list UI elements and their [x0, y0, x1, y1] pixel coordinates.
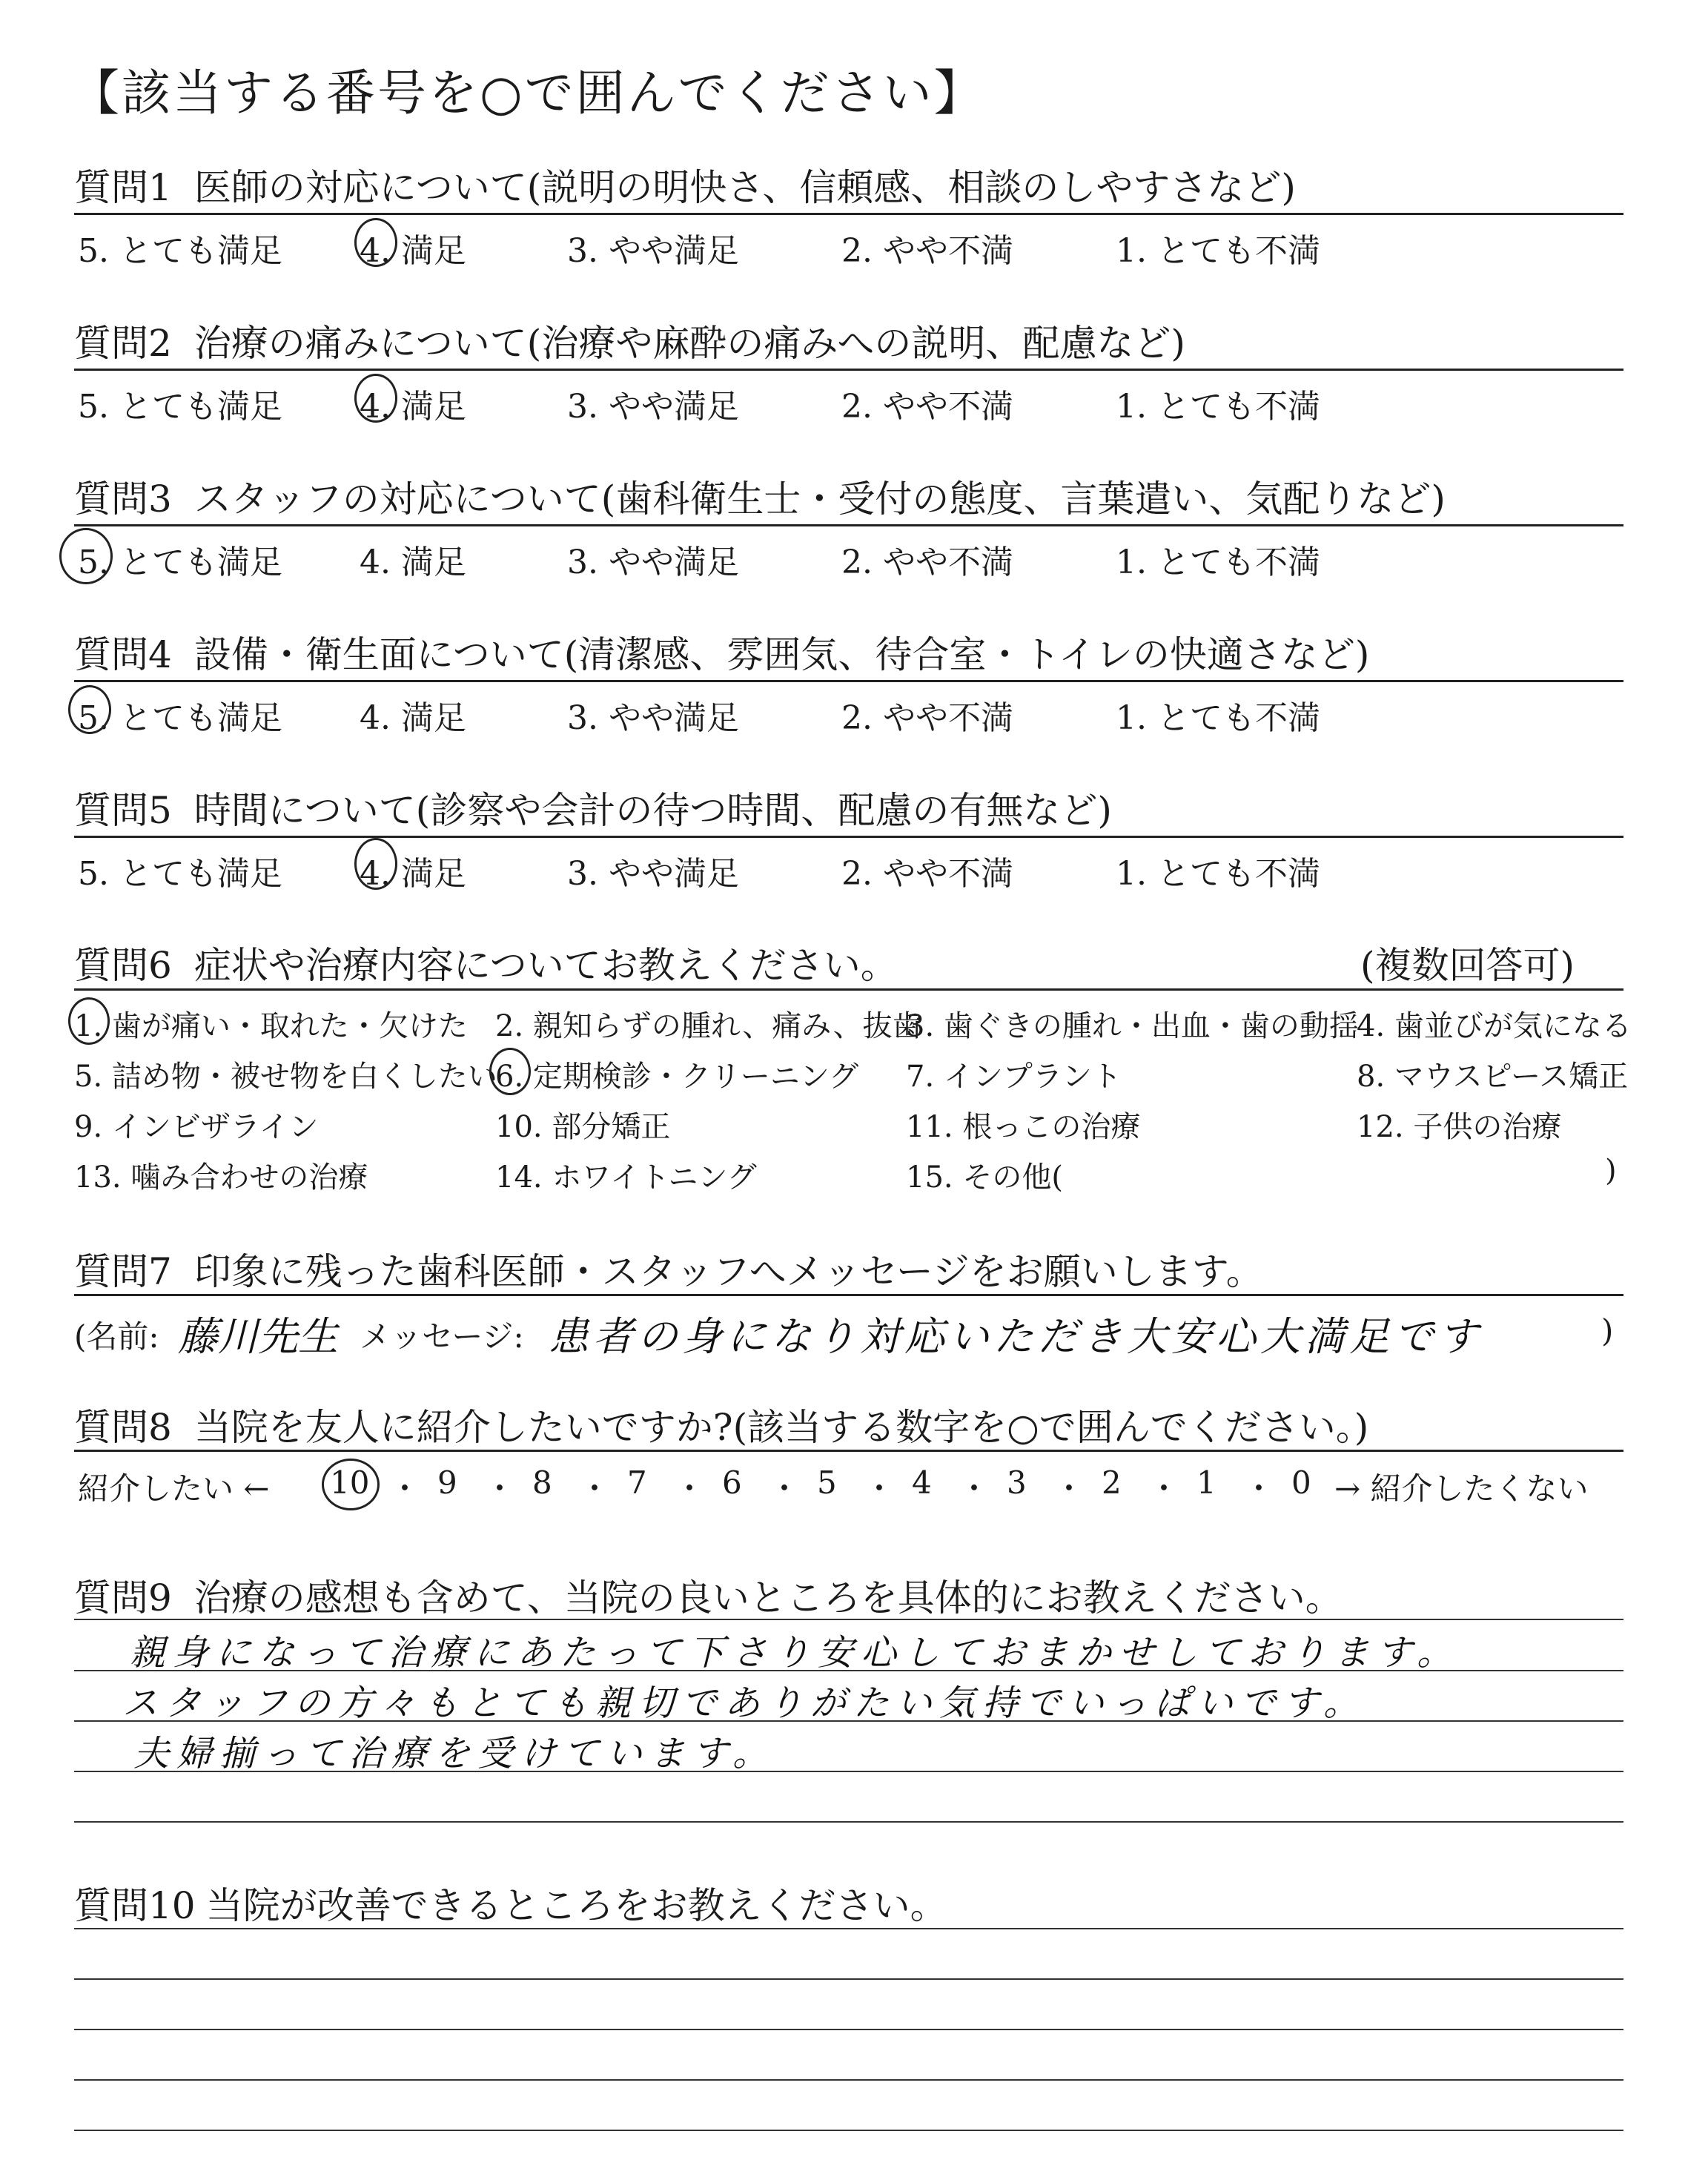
answer-line-3[interactable]: 夫婦揃って治療を受けています。: [133, 1733, 776, 1774]
other-close-paren: ): [1605, 1154, 1617, 1188]
selection-circle: [68, 685, 111, 734]
selection-circle: [354, 218, 397, 267]
scale-left-label: 紹介したい ←: [78, 1470, 270, 1507]
question-number: 質問10: [74, 1884, 196, 1927]
name-field[interactable]: 藤川先生: [178, 1313, 338, 1360]
question-3: [74, 469, 1446, 523]
rating-options-q2: [74, 380, 1623, 424]
symptom-option-11[interactable]: 11. 根っこの治療: [906, 1110, 1141, 1144]
scale-5[interactable]: 5: [817, 1464, 837, 1501]
option-1[interactable]: 1. とても不満: [1116, 232, 1320, 270]
divider: [74, 680, 1623, 682]
rating-options-q4: [74, 691, 1623, 736]
scale-7[interactable]: 7: [627, 1464, 647, 1501]
symptom-option-8[interactable]: 8. マウスピース矯正: [1357, 1060, 1629, 1094]
selection-circle: [68, 997, 110, 1045]
option-4[interactable]: 4. 満足: [360, 544, 466, 581]
option-1[interactable]: 1. とても不満: [1116, 855, 1320, 893]
question-number: 質問7: [74, 1250, 172, 1293]
symptom-option-14[interactable]: 14. ホワイトニング: [495, 1160, 757, 1195]
scale-dot: ・: [1053, 1470, 1085, 1507]
divider: [74, 988, 1623, 991]
option-2[interactable]: 2. やや不満: [841, 699, 1013, 737]
selection-circle: [354, 374, 397, 423]
question-text: 当院を友人に紹介したいですか?(該当する数字を○で囲んでください。): [193, 1406, 1369, 1449]
divider: [74, 836, 1623, 838]
question-1: [74, 158, 1296, 211]
symptom-option-4[interactable]: 4. 歯並びが気になる: [1357, 1009, 1632, 1043]
option-5[interactable]: 5. とても満足: [78, 855, 282, 893]
divider: [74, 524, 1623, 526]
rating-options-q3: [74, 535, 1623, 580]
scale-6[interactable]: 6: [722, 1464, 742, 1501]
question-9: [74, 1568, 1343, 1622]
scale-dot: ・: [769, 1470, 801, 1507]
writing-line: [74, 1928, 1623, 1929]
option-1[interactable]: 1. とても不満: [1116, 699, 1320, 737]
question-text: 医師の対応について(説明の明快さ、信頼感、相談のしやすさなど): [193, 166, 1296, 209]
option-4[interactable]: 4. 満足: [360, 699, 466, 737]
option-3[interactable]: 3. やや満足: [567, 232, 739, 270]
scale-dot: ・: [864, 1470, 896, 1507]
scale-4[interactable]: 4: [912, 1464, 932, 1501]
symptom-option-5[interactable]: 5. 詰め物・被せ物を白くしたい: [74, 1060, 497, 1094]
option-1[interactable]: 1. とても不満: [1116, 544, 1320, 581]
option-3[interactable]: 3. やや満足: [567, 855, 739, 893]
writing-line: [74, 2029, 1623, 2030]
symptom-option-1[interactable]: 1. 歯が痛い・取れた・欠けた: [74, 1009, 468, 1043]
scale-dot: ・: [579, 1470, 611, 1507]
question-number: 質問4: [74, 633, 172, 676]
option-4[interactable]: 4. 満足: [360, 855, 466, 893]
question-text: 治療の感想も含めて、当院の良いところを具体的にお教えください。: [193, 1576, 1343, 1619]
symptom-option-10[interactable]: 10. 部分矯正: [495, 1110, 671, 1144]
symptom-option-3[interactable]: 3. 歯ぐきの腫れ・出血・歯の動揺: [906, 1009, 1359, 1043]
scale-dot: ・: [484, 1470, 516, 1507]
multiple-answer-note: (複数回答可): [1360, 944, 1575, 987]
scale-2[interactable]: 2: [1102, 1464, 1122, 1501]
question-text: スタッフの対応について(歯科衛生士・受付の態度、言葉遣い、気配りなど): [193, 478, 1446, 521]
option-5[interactable]: 5. とても満足: [78, 232, 282, 270]
symptom-option-13[interactable]: 13. 噛み合わせの治療: [74, 1160, 368, 1195]
option-5[interactable]: 5. とても満足: [78, 544, 282, 581]
question-number: 質問1: [74, 166, 172, 209]
writing-line: [74, 1978, 1623, 1980]
divider: [74, 1294, 1623, 1296]
scale-right-label: → 紹介したくない: [1334, 1470, 1589, 1507]
question-number: 質問2: [74, 322, 172, 365]
scale-9[interactable]: 9: [437, 1464, 457, 1501]
option-3[interactable]: 3. やや満足: [567, 699, 739, 737]
option-4[interactable]: 4. 満足: [360, 232, 466, 270]
option-1[interactable]: 1. とても不満: [1116, 388, 1320, 426]
divider: [74, 1450, 1623, 1452]
question-2: [74, 314, 1185, 367]
writing-line: [74, 2079, 1623, 2081]
rating-options-q1: [74, 224, 1623, 268]
question-text: 治療の痛みについて(治療や麻酔の痛みへの説明、配慮など): [193, 322, 1185, 365]
message-label: メッセージ:: [360, 1318, 524, 1355]
option-2[interactable]: 2. やや不満: [841, 855, 1013, 893]
selection-circle: [354, 838, 397, 890]
option-2[interactable]: 2. やや不満: [841, 232, 1013, 270]
question-text: 時間について(診察や会計の待つ時間、配慮の有無など): [193, 789, 1112, 832]
question-number: 質問8: [74, 1406, 172, 1449]
scale-dot: ・: [674, 1470, 706, 1507]
rating-options-q5: [74, 847, 1623, 891]
scale-dot: ・: [959, 1470, 990, 1507]
message-field[interactable]: 患者の身になり対応いただき大安心大満足です: [549, 1313, 1483, 1360]
question-text: 設備・衛生面について(清潔感、雰囲気、待合室・トイレの快適さなど): [193, 633, 1370, 676]
question-number: 質問5: [74, 789, 172, 832]
selection-circle: [59, 528, 113, 584]
question-6: [74, 936, 898, 989]
symptom-option-15[interactable]: 15. その他(: [906, 1160, 1063, 1195]
writing-line: [74, 1619, 1623, 1620]
answer-line-1[interactable]: 親身になって治療にあたって下さり安心しておまかせしております。: [130, 1632, 1460, 1674]
question-number: 質問3: [74, 478, 172, 521]
scale-dot: ・: [1243, 1470, 1275, 1507]
option-5[interactable]: 5. とても満足: [78, 699, 282, 737]
question-number: 質問6: [74, 944, 172, 987]
question-8: [74, 1398, 1368, 1451]
option-5[interactable]: 5. とても満足: [78, 388, 282, 426]
writing-line: [74, 2130, 1623, 2131]
question-4: [74, 625, 1369, 678]
answer-line-2[interactable]: スタッフの方々もとても親切でありがたい気持でいっぱいです。: [122, 1682, 1367, 1724]
divider: [74, 369, 1623, 371]
name-label: (名前:: [74, 1318, 159, 1355]
question-text: 印象に残った歯科医師・スタッフへメッセージをお願いします。: [193, 1250, 1263, 1293]
symptom-option-9[interactable]: 9. インビザライン: [74, 1110, 319, 1144]
question-5: [74, 781, 1112, 834]
option-2[interactable]: 2. やや不満: [841, 388, 1013, 426]
message-row: [74, 1305, 1623, 1360]
option-2[interactable]: 2. やや不満: [841, 544, 1013, 581]
symptom-option-2[interactable]: 2. 親知らずの腫れ、痛み、抜歯: [495, 1009, 922, 1043]
selection-circle: [489, 1048, 531, 1095]
scale-3[interactable]: 3: [1007, 1464, 1027, 1501]
symptom-option-12[interactable]: 12. 子供の治療: [1357, 1110, 1562, 1144]
scale-8[interactable]: 8: [532, 1464, 552, 1501]
question-10: [74, 1876, 947, 1929]
scale-0[interactable]: 0: [1291, 1464, 1311, 1501]
question-text: 当院が改善できるところをお教えください。: [205, 1884, 947, 1927]
symptom-option-7[interactable]: 7. インプラント: [906, 1060, 1122, 1094]
scale-dot: ・: [1148, 1470, 1180, 1507]
option-4[interactable]: 4. 満足: [360, 388, 466, 426]
scale-1[interactable]: 1: [1196, 1464, 1217, 1501]
question-7: [74, 1242, 1263, 1295]
symptom-option-6[interactable]: 6. 定期検診・クリーニング: [495, 1060, 859, 1094]
writing-line: [74, 1821, 1623, 1823]
option-3[interactable]: 3. やや満足: [567, 544, 739, 581]
option-3[interactable]: 3. やや満足: [567, 388, 739, 426]
message-close-paren: ): [1601, 1312, 1614, 1349]
divider: [74, 213, 1623, 215]
selection-circle: [322, 1459, 380, 1510]
scale-dot: ・: [389, 1470, 421, 1507]
scale-10[interactable]: 10: [330, 1464, 370, 1501]
page-title: 【該当する番号を○で囲んでください】: [70, 65, 985, 122]
question-text: 症状や治療内容についてお教えください。: [193, 944, 898, 987]
question-number: 質問9: [74, 1576, 172, 1619]
